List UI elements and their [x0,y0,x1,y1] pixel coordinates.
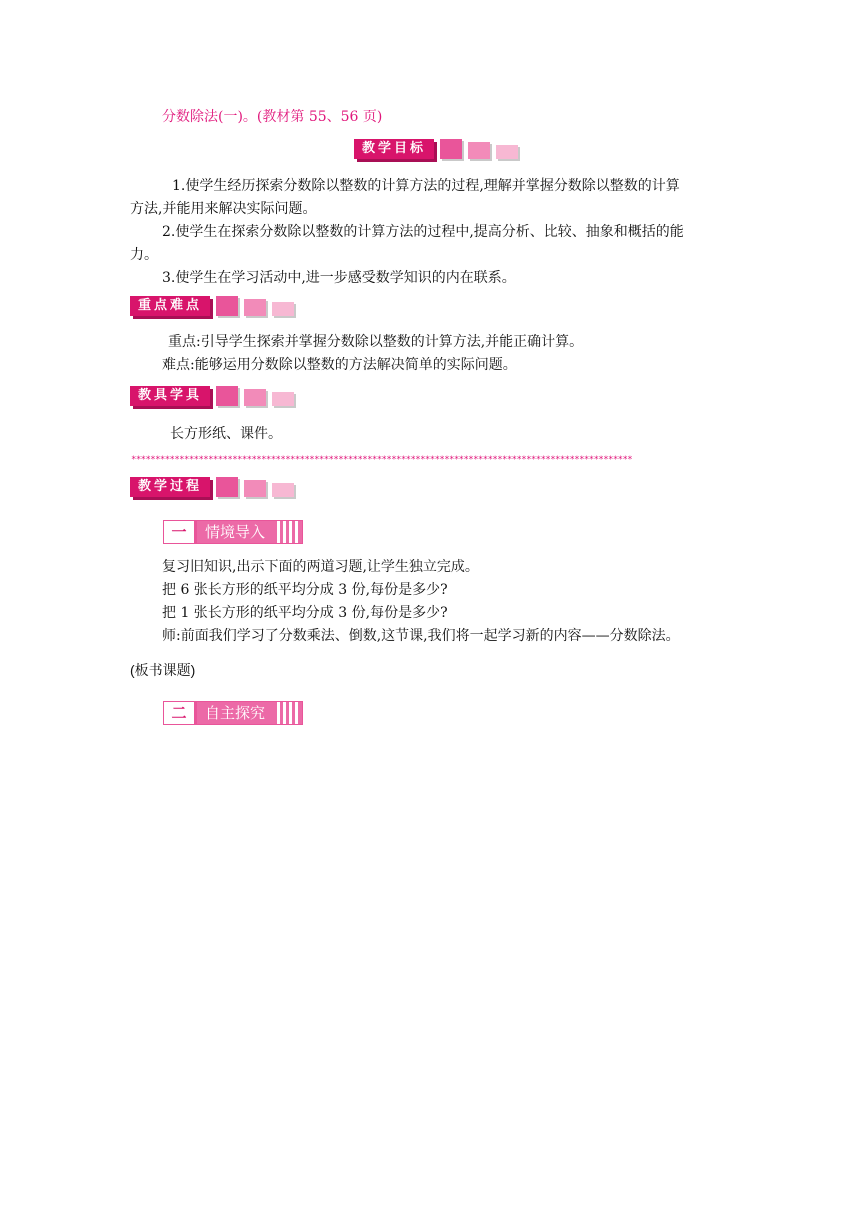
decor-square [440,139,462,159]
section-title: 情境导入 [205,523,266,541]
decor-square [216,296,238,316]
decor-square [216,477,238,497]
decor-square [244,389,266,406]
tools-title: 教具学具 [130,386,210,406]
key-point: 重点:引导学生探索并掌握分数除以整数的计算方法,并能正确计算。 [168,334,584,350]
objective-line: 1.使学生经历探索分数除以整数的计算方法的过程,理解并掌握分数除以整数的计算 [172,178,680,194]
objective-line: 方法,并能用来解决实际问题。 [130,201,317,217]
intro-line: 把 1 张长方形的纸平均分成 3 份,每份是多少? [162,605,448,621]
decor-square [272,483,294,497]
star-separator: ******************************************************************************************************** [131,455,633,465]
section-number: 一 [164,521,197,543]
objective-line: 力。 [130,247,158,263]
decor-square [468,142,490,159]
tools-content: 长方形纸、课件。 [170,426,282,442]
board-note: (板书课题) [130,662,196,678]
intro-line: 复习旧知识,出示下面的两道习题,让学生独立完成。 [162,559,479,575]
process-title: 教学过程 [130,477,210,497]
key-points-banner [130,296,294,316]
section-number: 二 [164,702,197,724]
lesson-subtitle: 分数除法(一)。(教材第 55、56 页) [162,109,383,125]
difficulty-point: 难点:能够运用分数除以整数的方法解决简单的实际问题。 [162,357,517,373]
section-title: 自主探究 [205,704,266,722]
section-header-intro [163,520,303,544]
decor-square [244,480,266,497]
objectives-banner [354,139,518,159]
intro-line: 师:前面我们学习了分数乘法、倒数,这节课,我们将一起学习新的内容——分数除法。 [162,628,680,644]
decor-square [272,392,294,406]
key-points-title: 重点难点 [130,296,210,316]
decor-square [244,299,266,316]
section-bars-decor [277,521,302,543]
tools-banner [130,386,294,406]
section-header-explore [163,701,303,725]
section-bars-decor [277,702,302,724]
process-banner [130,477,294,497]
decor-square [216,386,238,406]
decor-square [272,302,294,316]
objective-line: 3.使学生在学习活动中,进一步感受数学知识的内在联系。 [162,270,516,286]
objectives-title: 教学目标 [354,139,434,159]
objective-line: 2.使学生在探索分数除以整数的计算方法的过程中,提高分析、比较、抽象和概括的能 [162,224,684,240]
decor-square [496,145,518,159]
intro-line: 把 6 张长方形的纸平均分成 3 份,每份是多少? [162,582,448,598]
